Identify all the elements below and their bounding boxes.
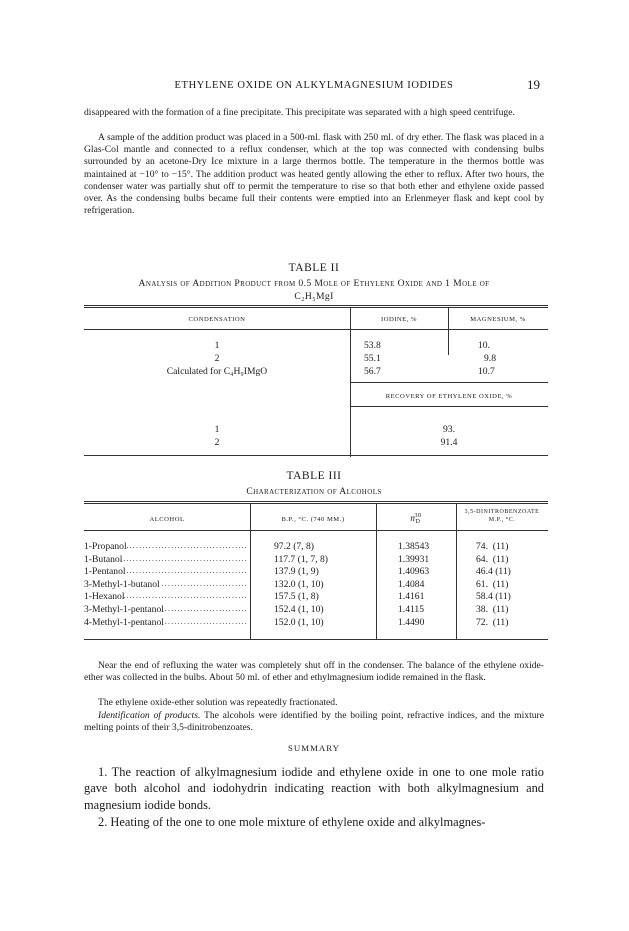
paragraph-identification xyxy=(84,710,544,734)
table3-header-n: n xyxy=(410,513,416,523)
table3-mp-cell: 61. (11) xyxy=(476,578,509,590)
summary-heading: SUMMARY xyxy=(288,743,340,753)
table3-alcohol-cell: 1-Butanol xyxy=(84,553,123,565)
table3-nd-cell: 1.39931 xyxy=(398,553,430,565)
table2-bottom-rule xyxy=(84,455,548,456)
table2-caption: Analysis of Addition Product from 0.5 Mole of Ethylene Oxide and 1 Mole of xyxy=(138,278,490,289)
table3-alcohol-cell: 3-Methyl-1-pentanol xyxy=(84,604,164,615)
table3-mp-cell: 58.4 (11) xyxy=(476,591,511,603)
table3-leader-dots: ........................................ xyxy=(120,553,248,563)
table2-recovery-row1-label: 1 xyxy=(214,424,220,435)
table3-bp-cell: 137.9 (1, 9) xyxy=(274,566,319,578)
table3-col-divider-2 xyxy=(376,503,377,639)
table3-top-rule xyxy=(84,501,548,502)
table2-top-rule xyxy=(84,305,548,306)
table3-header-n-sub: D xyxy=(415,518,421,525)
table3-mp-cell: 38. (11) xyxy=(476,604,509,615)
table2-header-rule xyxy=(84,329,548,330)
table2-recovery-header-rule xyxy=(350,406,548,407)
table3-leader-dots: ...................................... xyxy=(126,541,248,550)
table3-alcohol-cell: 3-Methyl-1-butanol xyxy=(84,578,160,590)
table3-bp-cell: 117.7 (1, 7, 8) xyxy=(274,553,329,565)
table2-row1-magnesium: 10. xyxy=(478,340,490,351)
table3-nd-cell: 1.4084 xyxy=(398,578,425,590)
table3-nd-cell: 1.4490 xyxy=(398,616,425,628)
table3-nd-cell: 1.4115 xyxy=(398,604,425,615)
page-number: 19 xyxy=(527,77,540,92)
table3-top-rule-double xyxy=(84,503,548,504)
table3-nd-cell: 1.40963 xyxy=(398,566,430,578)
table2-row2-magnesium: 9.8 xyxy=(484,353,496,364)
table3-header-refractive-index xyxy=(376,513,456,523)
table3-leader-dots: ........................... xyxy=(161,578,248,588)
paragraph-procedure: A sample of the addition product was placed in a 500-ml. flask with 250 ml. of dry ether. The flask was placed in a Glas-Col mantle and connected to a reflux condenser, which at the top was connected with condensing bulbs surrounded by an acetone-Dry Ice mixture in a large thermos bottle. The temperature in the thermos bottle was maintained at −10° to −15°. The addition product was heated gently allowing the ether to reflux. After two hours, the condenser water was partially shut off to permit the temperature to rise so that both ether and ethylene oxide passed over. As the condensing bulbs became full their contents were emptied into an Erlenmeyer flask and kept cool by refrigeration. xyxy=(84,132,544,217)
table3-mp-cell: 46.4 (11) xyxy=(476,566,511,578)
table2-row1-label: 1 xyxy=(214,340,220,351)
table3-header-rule xyxy=(84,530,548,531)
table3-leader-dots: ....................................... xyxy=(123,566,248,576)
table3-alcohol-cell: 1-Propanol xyxy=(84,541,127,552)
table3-mp-cell: 72. (11) xyxy=(476,616,509,628)
table3-header-dnb-line2: M.P., °C. xyxy=(488,517,516,523)
table3-alcohol-cell: 1-Hexanol xyxy=(84,591,125,603)
table2-header-recovery: RECOVERY OF ETHYLENE OXIDE, % xyxy=(385,393,513,400)
table2-caption-formula: C₂H₅MgI xyxy=(294,291,334,302)
paragraph-fractionation: The ethylene oxide-ether solution was repeatedly fractionated. xyxy=(98,697,338,708)
table3-header-n-sup: 30 xyxy=(414,512,422,519)
table2-row1-iodine: 53.8 xyxy=(364,340,381,351)
table3-leader-dots: ....................................... xyxy=(123,591,248,601)
table2-row3-magnesium: 10.7 xyxy=(478,366,495,377)
table3-header-bp: B.P., °C. (740 MM.) xyxy=(281,516,345,523)
table3-bp-cell: 157.5 (1, 8) xyxy=(274,591,319,603)
table3-mp-cell: 64. (11) xyxy=(476,553,509,565)
table2-row3-label: Calculated for C₄H₉IMgO xyxy=(166,366,268,377)
table2-row2-iodine: 55.1 xyxy=(364,353,381,364)
table3-col-divider-3 xyxy=(456,503,457,639)
table3-mp-cell: 74. (11) xyxy=(476,541,509,552)
table3-number: TABLE III xyxy=(286,470,342,482)
table2-recovery-row2-label: 2 xyxy=(214,437,220,448)
table2-recovery-row1-value: 93. xyxy=(443,424,455,435)
table3-bp-cell: 152.4 (1, 10) xyxy=(274,604,324,615)
table2-recovery-row2-value: 91.4 xyxy=(440,437,458,448)
identification-lead: Identification of products. xyxy=(98,710,201,721)
table2-header-iodine: IODINE, % xyxy=(381,316,417,323)
table3-caption: Characterization of Alcohols xyxy=(246,486,382,497)
table3-nd-cell: 1.38543 xyxy=(398,541,430,552)
table2-row3-iodine: 56.7 xyxy=(364,366,381,377)
table2-header-magnesium: MAGNESIUM, % xyxy=(470,316,526,323)
table3-header-alcohol: ALCOHOL xyxy=(149,516,185,523)
table3-bottom-rule xyxy=(84,639,548,640)
table3-bp-cell: 152.0 (1, 10) xyxy=(274,616,324,628)
table3-nd-cell: 1.4161 xyxy=(398,591,425,603)
table2-top-rule-double xyxy=(84,307,548,308)
summary-item-2: 2. Heating of the one to one mole mixture of ethylene oxide and alkylmagnes- xyxy=(98,815,486,829)
table3-leader-dots: .......................... xyxy=(164,604,248,613)
table3-alcohol-cell: 1-Pentanol xyxy=(84,566,126,578)
identification-text: The alcohols were identified by the boiling point, refractive indices, and the mixture melting points of their 3,5-dinitrobenzoates. xyxy=(84,710,544,734)
paragraph-continuation: disappeared with the formation of a fine precipitate. This precipitate was separated with a high speed centrifuge. xyxy=(84,107,515,118)
table3-header-dnb-line1: 3,5-DINITROBENZOATE xyxy=(464,509,540,515)
table3-leader-dots: .......................... xyxy=(164,616,248,626)
table2-recovery-top-rule xyxy=(350,382,548,383)
table3-alcohol-cell: 4-Methyl-1-pentanol xyxy=(84,616,164,628)
summary-item-1: 1. The reaction of alkylmagnesium iodide and ethylene oxide in one to one mole ratio gave both alcohol and iodohydrin indicating reaction with both alkylmagnesium and magnesium iodide bonds. xyxy=(84,765,544,812)
table2-number: TABLE II xyxy=(288,262,340,274)
table2-row2-label: 2 xyxy=(214,353,220,364)
table3-col-divider-1 xyxy=(250,503,251,639)
table2-col-divider-2 xyxy=(448,307,449,355)
table3-bp-cell: 97.2 (7, 8) xyxy=(274,541,314,552)
running-title: ETHYLENE OXIDE ON ALKYLMAGNESIUM IODIDES xyxy=(174,80,454,91)
paragraph-reflux-end: Near the end of refluxing the water was completely shut off in the condenser. The balance of the ethylene oxide-ether was collected in the bulbs. About 50 ml. of ether and ethylmagnesium iodide remained in the flask. xyxy=(84,660,544,684)
table2-header-condensation: CONDENSATION xyxy=(188,316,246,323)
table3-bp-cell: 132.0 (1, 10) xyxy=(274,578,324,590)
